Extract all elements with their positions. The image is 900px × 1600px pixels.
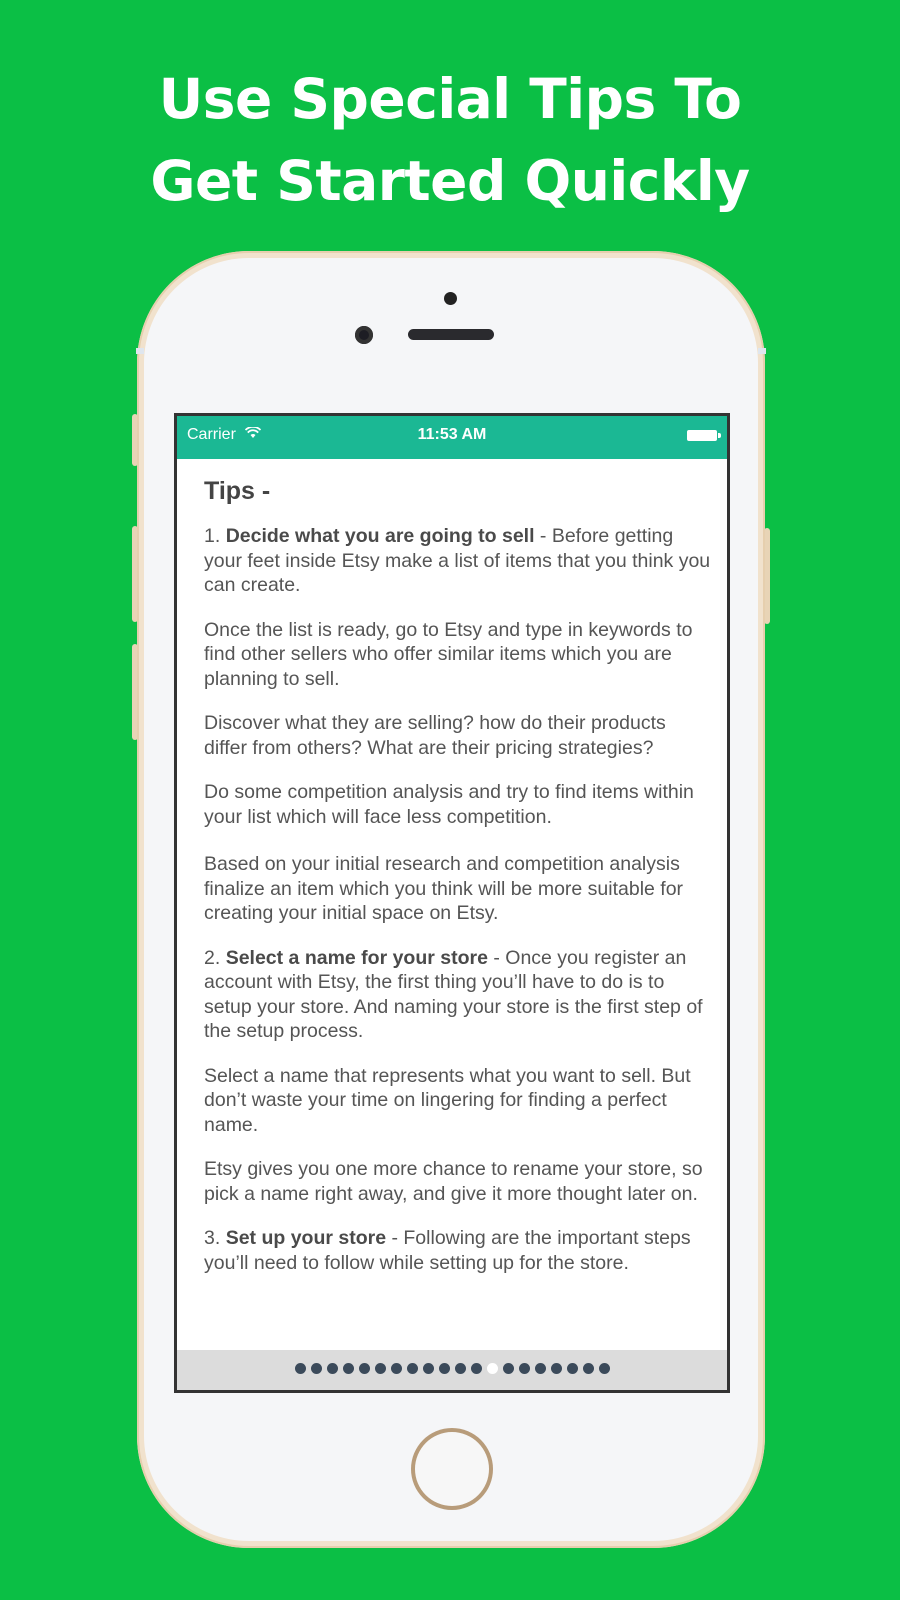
page-dot[interactable] bbox=[583, 1363, 594, 1374]
page-control[interactable] bbox=[177, 1363, 727, 1374]
headline bbox=[0, 58, 900, 222]
page-dot[interactable] bbox=[599, 1363, 610, 1374]
tip-heading: Select a name for your store bbox=[225, 946, 488, 969]
phone-screen bbox=[174, 413, 730, 1393]
paragraph: 1. Decide what you are going to sell - Before getting your feet inside Etsy make a list of items that you think you can create. bbox=[204, 525, 711, 596]
carrier-label: Carrier bbox=[187, 426, 236, 443]
earpiece-speaker bbox=[408, 329, 494, 340]
page-dot[interactable] bbox=[359, 1363, 370, 1374]
battery-icon bbox=[687, 430, 717, 441]
tip-heading: Set up your store bbox=[225, 1227, 387, 1249]
page-dot[interactable] bbox=[295, 1363, 306, 1374]
page-dot[interactable] bbox=[471, 1363, 482, 1374]
page-dot[interactable] bbox=[519, 1363, 530, 1374]
page-indicator-bar bbox=[177, 1350, 727, 1390]
proximity-sensor bbox=[444, 292, 457, 305]
tips-article bbox=[204, 476, 714, 1295]
front-camera bbox=[355, 326, 373, 344]
page-dot[interactable] bbox=[423, 1363, 434, 1374]
paragraph: Based on your initial research and competition analysis finalize an item which you think will be more suitable for creating your initial space on Etsy. bbox=[204, 853, 684, 924]
page-dot[interactable] bbox=[551, 1363, 562, 1374]
paragraph: Do some competition analysis and try to find items within your list which will face less competition. bbox=[204, 781, 694, 828]
paragraph: Discover what they are selling? how do their products differ from others? What are their pricing strategies? bbox=[204, 712, 666, 759]
paragraph: Once the list is ready, go to Etsy and type in keywords to find other sellers who offer similar items which you are planning to sell. bbox=[204, 618, 693, 690]
page-dot[interactable] bbox=[343, 1363, 354, 1374]
home-button[interactable] bbox=[411, 1428, 493, 1510]
page-dot[interactable] bbox=[407, 1363, 418, 1374]
page-dot[interactable] bbox=[503, 1363, 514, 1374]
page-dot[interactable] bbox=[567, 1363, 578, 1374]
paragraph: Etsy gives you one more chance to rename your store, so pick a name right away, and give it more thought later on. bbox=[204, 1158, 703, 1205]
page-dot[interactable] bbox=[327, 1363, 338, 1374]
article-title: Tips - bbox=[204, 477, 271, 505]
tip-heading: Decide what you are going to sell bbox=[225, 525, 535, 547]
status-time: 11:53 AM bbox=[417, 426, 487, 443]
paragraph: 2. Select a name for your store - Once you register an account with Etsy, the first thing you’ll have to do is to setup your store. And naming your store is the first step of the setup process. bbox=[204, 946, 703, 1042]
page-dot[interactable] bbox=[311, 1363, 322, 1374]
page-dot[interactable] bbox=[439, 1363, 450, 1374]
status-bar bbox=[177, 416, 727, 459]
page-dot[interactable] bbox=[455, 1363, 466, 1374]
page-dot[interactable] bbox=[391, 1363, 402, 1374]
headline-line-1: Use Special Tips To bbox=[158, 67, 742, 131]
antenna-band bbox=[758, 348, 766, 354]
paragraph: 3. Set up your store - Following are the important steps you’ll need to follow while setting up for the store. bbox=[204, 1227, 691, 1274]
page-dot-active[interactable] bbox=[487, 1363, 498, 1374]
antenna-band bbox=[136, 348, 144, 354]
paragraph: Select a name that represents what you want to sell. But don’t waste your time on lingering for finding a perfect name. bbox=[204, 1064, 691, 1136]
page-dot[interactable] bbox=[535, 1363, 546, 1374]
headline-line-2: Get Started Quickly bbox=[150, 149, 750, 213]
page-dot[interactable] bbox=[375, 1363, 386, 1374]
